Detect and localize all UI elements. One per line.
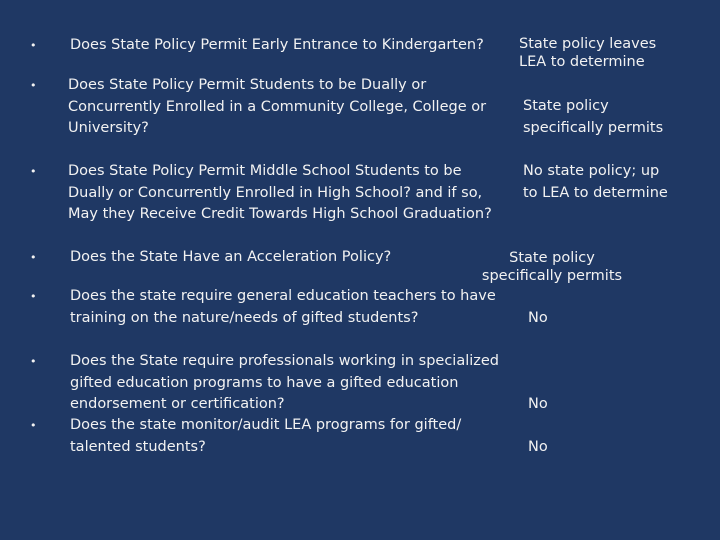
question-acceleration-policy: Does the State Have an Acceleration Policy? [70, 249, 392, 265]
bullet: • [30, 419, 37, 432]
answer-teacher-training: No [528, 310, 548, 326]
question-early-entrance: Does State Policy Permit Early Entrance to Kindergarten? [70, 37, 484, 53]
answer-program-monitoring: No [528, 439, 548, 455]
question-teacher-training: Does the state require general education teachers to have training on the nature/needs of gifted students? [70, 288, 496, 326]
bullet: • [30, 290, 37, 303]
question-professional-certification: Does the State require professionals working in specialized gifted education programs to have a gifted education endorsement or certification? [70, 353, 500, 412]
question-middle-school-dual-enrollment: Does State Policy Permit Middle School Students to be Dually or Concurrently Enrolled in High School? and if so, May they Receive Credit Towards High School Graduation? [68, 163, 492, 222]
bullet: • [30, 165, 37, 178]
question-dual-enrollment-college: Does State Policy Permit Students to be Dually or Concurrently Enrolled in a Community College, College or University? [68, 77, 487, 136]
bullet: • [30, 355, 37, 368]
answer-acceleration-policy: State policy specifically permits [481, 250, 623, 284]
bullet: • [30, 79, 37, 92]
answer-dual-enrollment-college: State policy specifically permits [523, 98, 664, 136]
answer-early-entrance: State policy leaves LEA to determine [519, 36, 657, 70]
bullet: • [30, 39, 37, 52]
answer-middle-school-dual-enrollment: No state policy; up to LEA to determine [523, 163, 668, 201]
answer-professional-certification: No [528, 396, 548, 412]
bullet: • [30, 251, 37, 264]
question-program-monitoring: Does the state monitor/audit LEA programs for gifted/ talented students? [70, 417, 462, 455]
